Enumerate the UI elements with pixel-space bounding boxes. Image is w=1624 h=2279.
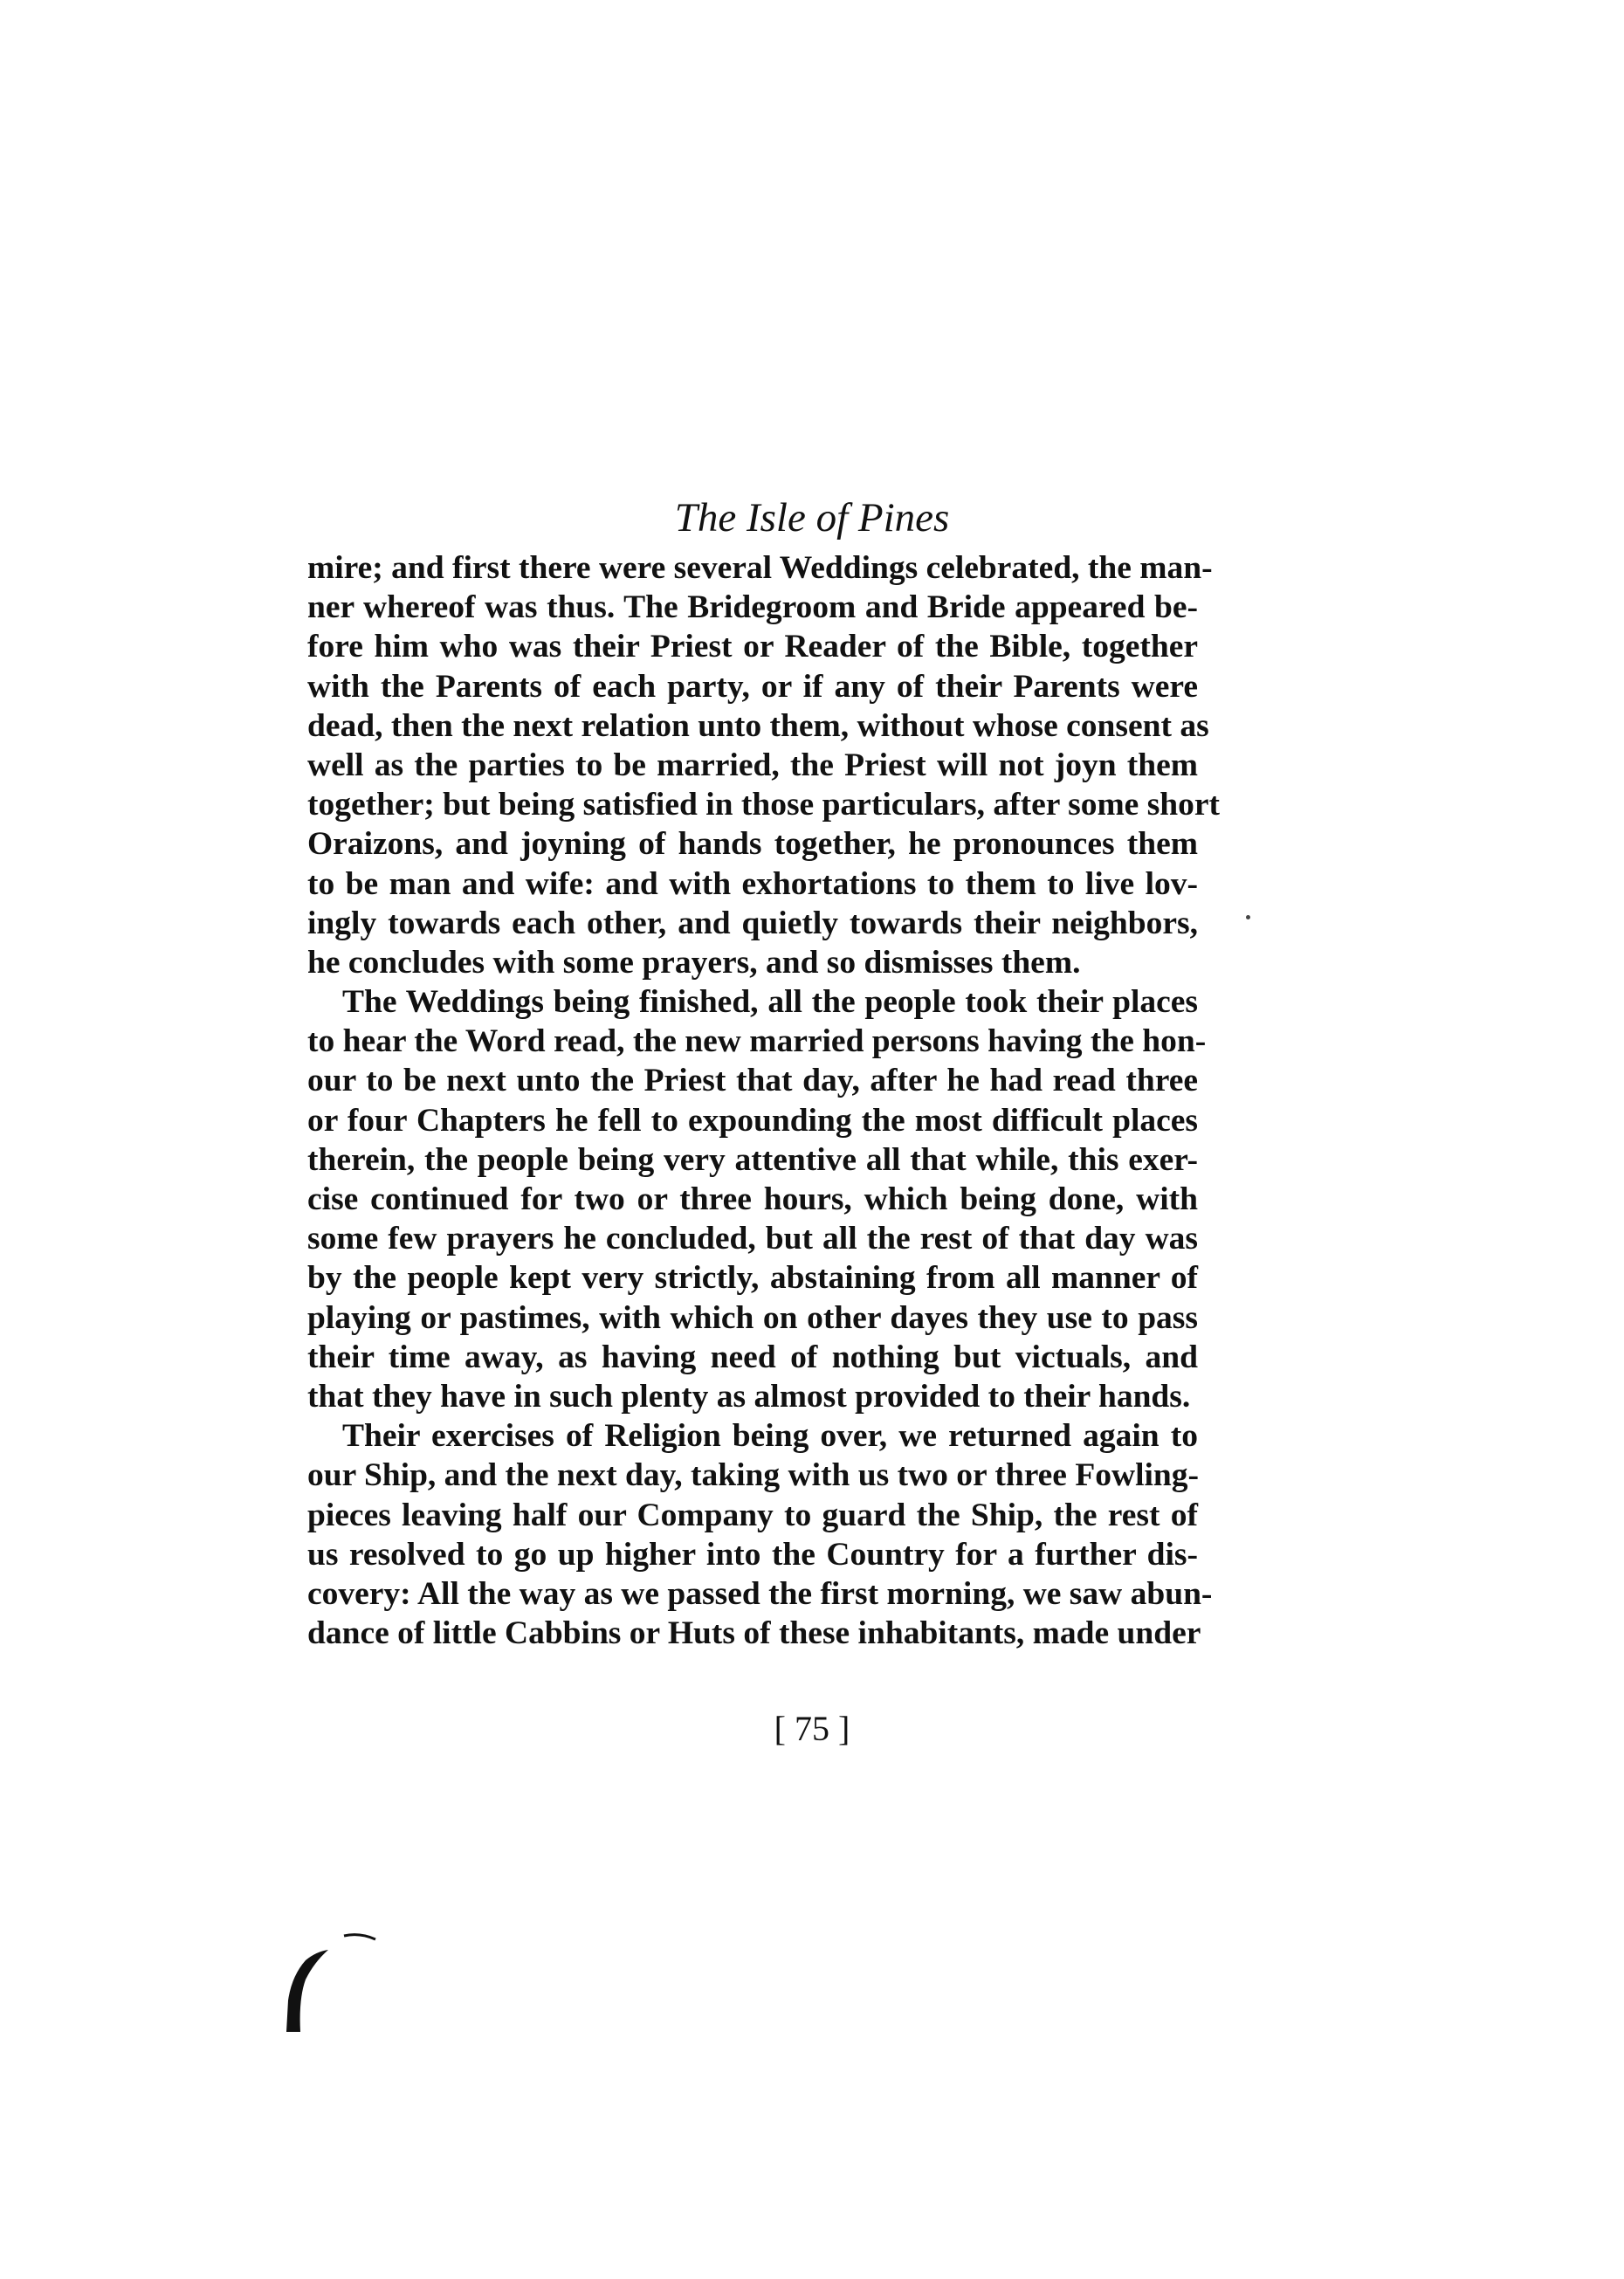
text-line: to hear the Word read, the new married persons having the hon- <box>307 1023 1207 1060</box>
page-number: [ 75 ] <box>774 1709 850 1748</box>
text-line: their time away, as having need of nothing but victuals, and <box>307 1339 1198 1375</box>
text-line: dead, then the next relation unto them, without whose consent as <box>307 707 1209 744</box>
text-line: to be man and wife: and with exhortations to them to live lov- <box>307 865 1198 902</box>
text-line: therein, the people being very attentive all that while, this exer- <box>307 1141 1198 1178</box>
text-line: Their exercises of Religion being over, we returned again to <box>342 1418 1198 1455</box>
text-line: well as the parties to be married, the Priest will not joyn them <box>307 747 1198 783</box>
text-line: ner whereof was thus. The Bridegroom and Bride appeared be- <box>307 589 1198 626</box>
text-line: Oraizons, and joyning of hands together, he pronounces them <box>307 826 1198 863</box>
text-line: together; but being satisfied in those particulars, after some short <box>307 787 1221 823</box>
corner-ink-mark <box>279 1925 410 2039</box>
text-line: that they have in such plenty as almost provided to their hands. <box>307 1378 1191 1415</box>
text-line: pieces leaving half our Company to guard the Ship, the rest of <box>307 1497 1198 1533</box>
text-line: ingly towards each other, and quietly towards their neighbors, <box>307 905 1198 941</box>
text-line: our to be next unto the Priest that day, after he had read three <box>307 1063 1198 1099</box>
text-line: mire; and first there were several Weddings celebrated, the man- <box>307 550 1213 586</box>
text-line: he concludes with some prayers, and so dismisses them. <box>307 944 1081 981</box>
text-line: playing or pastimes, with which on other dayes they use to pass <box>307 1299 1198 1336</box>
text-line: our Ship, and the next day, taking with us two or three Fowling- <box>307 1457 1199 1494</box>
text-line: fore him who was their Priest or Reader of the Bible, together <box>307 629 1198 665</box>
text-line: us resolved to go up higher into the Country for a further dis- <box>307 1536 1198 1573</box>
stray-mark <box>1246 915 1250 919</box>
running-title: The Isle of Pines <box>674 495 950 540</box>
body-text <box>307 548 1221 1653</box>
text-line: The Weddings being finished, all the people took their places <box>342 984 1198 1021</box>
text-line: dance of little Cabbins or Huts of these inhabitants, made under <box>307 1615 1201 1652</box>
text-line: by the people kept very strictly, abstaining from all manner of <box>307 1260 1198 1297</box>
text-line: cise continued for two or three hours, which being done, with <box>307 1181 1198 1217</box>
text-line: or four Chapters he fell to expounding the most difficult places <box>307 1102 1198 1139</box>
text-line: with the Parents of each party, or if any of their Parents were <box>307 668 1198 705</box>
text-line: covery: All the way as we passed the first morning, we saw abun- <box>307 1575 1213 1612</box>
text-line: some few prayers he concluded, but all the rest of that day was <box>307 1221 1198 1257</box>
